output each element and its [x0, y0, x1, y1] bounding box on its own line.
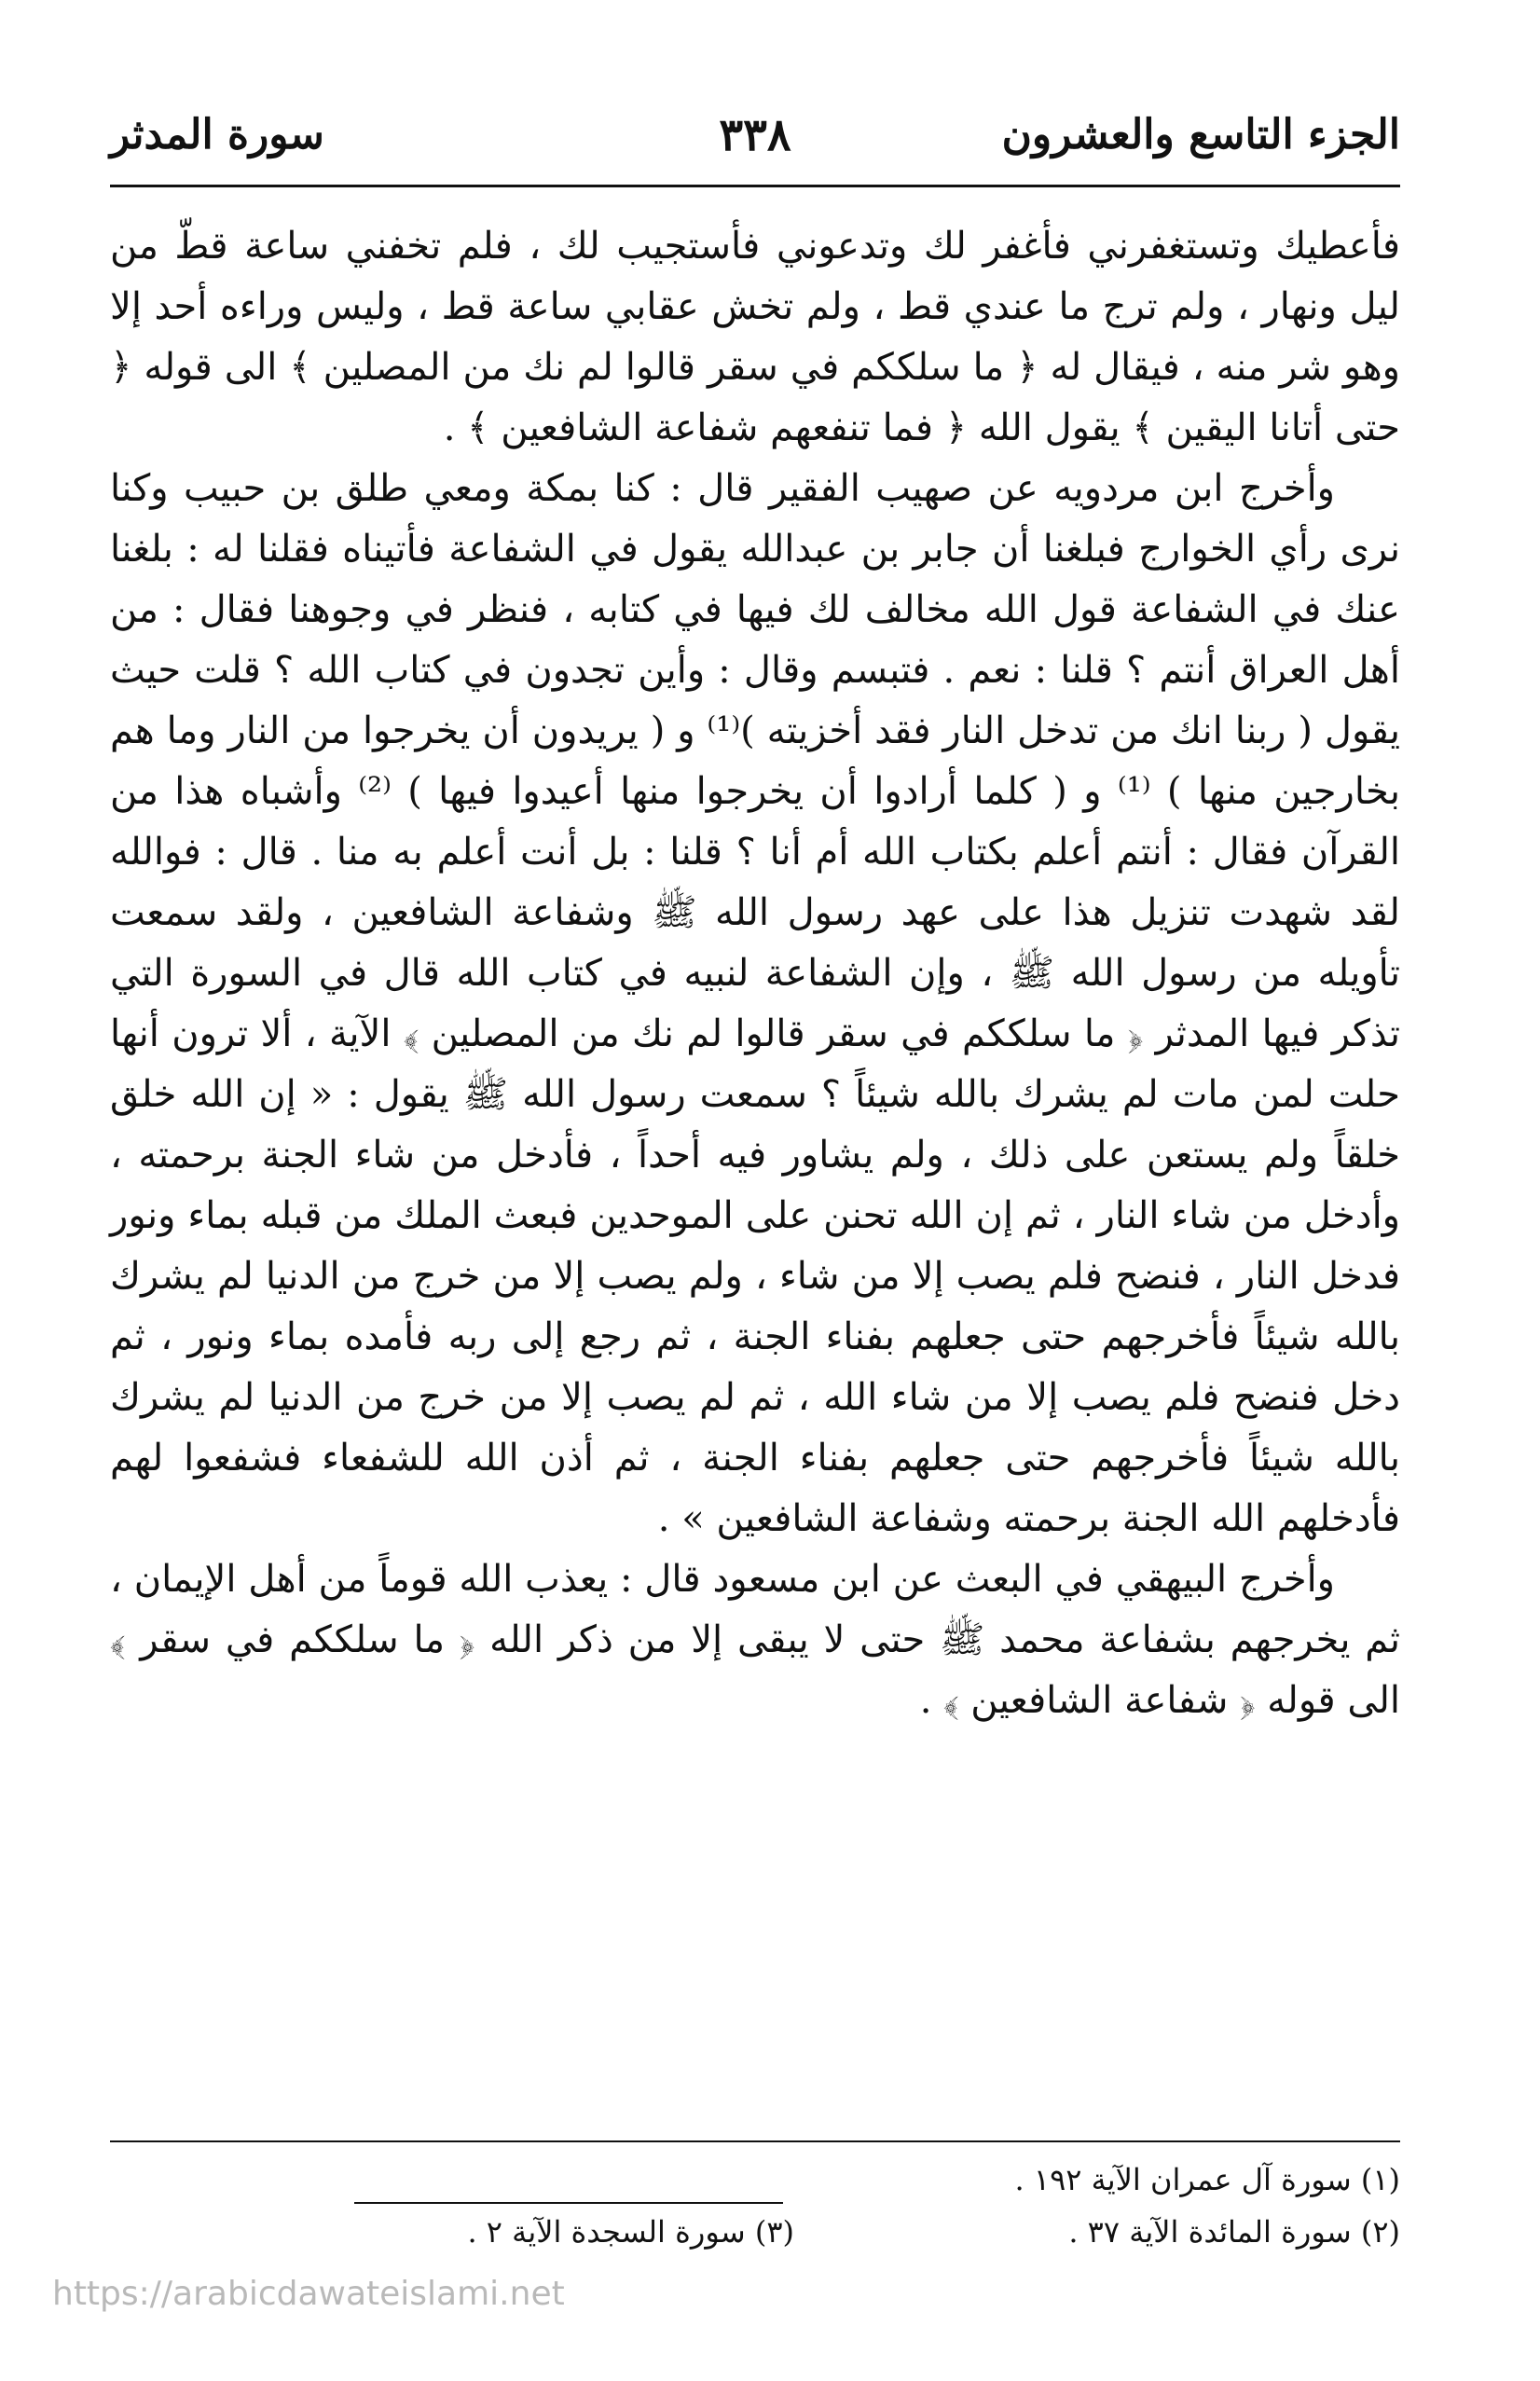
footnote-1: (١) سورة آل عمران الآية ١٩٢ .	[1014, 2162, 1400, 2197]
paragraph-2: وأخرج ابن مردويه عن صهيب الفقير قال : كنا بمكة ومعي طلق بن حبيب وكنا نرى رأي الخوارج فبلغنا أن جابر بن عبدالله يقول في الشفاعة فأتيناه فقلنا له : بلغنا عنك في الشفاعة قول الله مخالف لك فيها في كتابه ، فنظر في وجوهنا فقال : من أهل العراق أنتم ؟ قلنا : نعم . فتبسم وقال : وأين تجدون في كتاب الله ؟ قلت حيث يقول ( ربنا انك من تدخل النار فقد أخزيته )⁽¹⁾ و ( يريدون أن يخرجوا من النار وما هم بخارجين منها ) ⁽¹⁾ و ( كلما أرادوا أن يخرجوا منها أعيدوا فيها ) ⁽²⁾ وأشباه هذا من القرآن فقال : أنتم أعلم بكتاب الله أم أنا ؟ قلنا : بل أنت أعلم به منا . قال : فوالله لقد شهدت تنزيل هذا على عهد رسول الله ﷺ وشفاعة الشافعين ، ولقد سمعت تأويله من رسول الله ﷺ ، وإن الشفاعة لنبيه في كتاب الله قال في السورة التي تذكر فيها المدثر ﴿ ما سلككم في سقر قالوا لم نك من المصلين ﴾ الآية ، ألا ترون أنها حلت لمن مات لم يشرك بالله شيئاً ؟ سمعت رسول الله ﷺ يقول : « إن الله خلق خلقاً ولم يستعن على ذلك ، ولم يشاور فيه أحداً ، فأدخل من شاء الجنة برحمته ، وأدخل من شاء النار ، ثم إن الله تحنن على الموحدين فبعث الملك من قبله بماء ونور فدخل النار ، فنضح فلم يصب إلا من شاء ، ولم يصب إلا من خرج من الدنيا لم يشرك بالله شيئاً فأخرجهم حتى جعلهم بفناء الجنة ، ثم رجع إلى ربه فأمده بماء ونور ، ثم دخل فنضح فلم يصب إلا من شاء الله ، ثم لم يصب إلا من خرج من الدنيا لم يشرك بالله شيئاً فأخرجهم حتى جعلهم بفناء الجنة ، ثم أذن الله للشفعاء فشفعوا لهم فأدخلهم الله الجنة برحمته وشفاعة الشافعين » .	[110, 467, 1400, 1540]
footnote-3: (٣) سورة السجدة الآية ٢ .	[467, 2214, 794, 2250]
page-header	[110, 89, 1400, 182]
header-divider	[110, 185, 1400, 187]
main-text	[110, 216, 1400, 1731]
footnote-2: (٢) سورة المائدة الآية ٣٧ .	[1068, 2214, 1400, 2250]
paragraph-3: وأخرج البيهقي في البعث عن ابن مسعود قال : يعذب الله قوماً من أهل الإيمان ، ثم يخرجهم بشفاعة محمد ﷺ حتى لا يبقى إلا من ذكر الله ﴿ ما سلككم في سقر ﴾ الى قوله ﴿ شفاعة الشافعين ﴾ .	[110, 1558, 1400, 1722]
footnote-short-divider	[354, 2202, 783, 2204]
watermark-url: https://arabicdawateislami.net	[52, 2275, 565, 2313]
paragraph-1: فأعطيك وتستغفرني فأغفر لك وتدعوني فأستجيب لك ، فلم تخفني ساعة قطّ من ليل ونهار ، ولم ترج ما عندي قط ، ولم تخش عقابي ساعة قط ، وليس وراءه أحد إلا وهو شر منه ، فيقال له ﴿ ما سلككم في سقر قالوا لم نك من المصلين ﴾ الى قوله ﴿ حتى أتانا اليقين ﴾ يقول الله ﴿ فما تنفعهم شفاعة الشافعين ﴾ .	[110, 225, 1400, 449]
footnote-divider	[110, 2140, 1400, 2142]
part-title: الجزء التاسع والعشرون	[1001, 111, 1400, 158]
page-number: ٣٣٨	[719, 109, 791, 161]
surah-title: سورة المدثر	[110, 111, 324, 158]
